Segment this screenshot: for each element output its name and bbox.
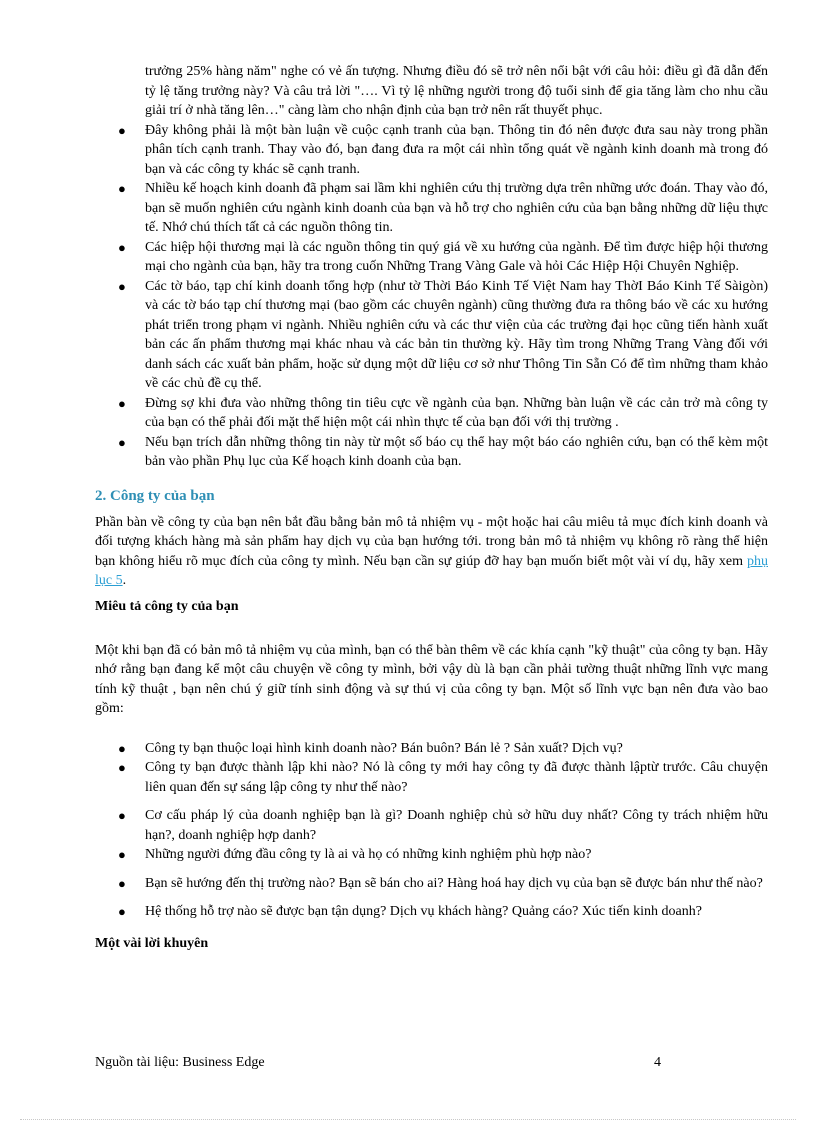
spacer (95, 719, 768, 739)
advice-heading: Một vài lời khuyên (95, 935, 209, 951)
bullet-icon: ● (118, 181, 126, 196)
list-item-text: Hệ thống hỗ trợ nào sẽ được bạn tận dụng? Dịch vụ khách hàng? Quảng cáo? Xúc tiến kinh doanh? (145, 904, 702, 919)
list-item (95, 758, 768, 797)
list-item (95, 845, 768, 865)
list-item-text: Đây không phải là một bàn luận về cuộc cạnh tranh của bạn. Thông tin đó nên được đưa sau này trong phần phân tích cạnh tranh. Thay vào đó, bạn đang đưa ra một cái nhìn tổng quát về ngành kinh doanh mà trong đó bạn và các công ty khác sẽ cạnh tranh. (145, 122, 768, 177)
list-item-text: Công ty bạn được thành lập khi nào? Nó là công ty mới hay công ty đã được thành lậptừ trước. Câu chuyện liên quan đến sự sáng lập công ty như thế nào? (145, 760, 768, 795)
bullet-icon: ● (118, 847, 126, 862)
list-item (95, 277, 768, 394)
industry-bullet-list (95, 121, 768, 472)
list-item (95, 121, 768, 180)
describe-paragraph: Một khi bạn đã có bản mô tả nhiệm vụ của mình, bạn có thể bàn thêm về các khía cạnh "kỹ thuật" của công ty bạn. Hãy nhớ rằng bạn đang kể một câu chuyện về công ty mình, bởi vậy dù là bạn cần phải tường thuật những lĩnh vực mang tính kỹ thuật , bạn nên chú ý giữ tính sinh động và sự thú vị của công ty bạn. Một số lĩnh vực bạn nên đưa vào bao gồm: (95, 642, 768, 716)
list-item (95, 433, 768, 472)
page-content (95, 62, 768, 952)
bullet-icon: ● (118, 239, 126, 255)
list-item-text: Đừng sợ khi đưa vào những thông tin tiêu cực về ngành của bạn. Những bàn luận về các cản trở mà công ty của bạn có thể phải đối mặt thể hiện một cái nhìn thực tế của bạn đối với thị trường . (145, 395, 768, 430)
section-heading-company: 2. Công ty của bạn (95, 487, 215, 504)
bullet-icon: ● (118, 740, 126, 756)
bullet-icon: ● (118, 904, 126, 919)
appendix-5-link[interactable]: phụ lục 5 (95, 553, 768, 588)
list-item (95, 394, 768, 433)
page-edge-divider (20, 1119, 796, 1120)
footer-source: Nguồn tài liệu: Business Edge (95, 1055, 265, 1070)
list-item-text: Bạn sẽ hướng đến thị trường nào? Bạn sẽ bán cho ai? Hàng hoá hay dịch vụ của bạn sẽ được bán như thế nào? (145, 875, 763, 891)
list-item (95, 179, 768, 238)
subsection-heading-describe: Miêu tả công ty của bạn (95, 598, 239, 614)
list-item (95, 902, 768, 922)
list-item (95, 739, 768, 759)
bullet-icon: ● (118, 875, 126, 891)
company-intro-text: Phần bàn về công ty của bạn nên bắt đầu bằng bản mô tả nhiệm vụ - một hoặc hai câu miêu tả mục đích kinh doanh và đối tượng khách hàng mà sản phẩm hay dịch vụ của bạn hướng tới. trong bản mô tả nhiệm vụ không rõ ràng thể hiện bạn không hiểu rõ mục đích của công ty mình. Nếu bạn cần sự giúp đỡ hay bạn muốn biết một vài ví dụ, hãy xem (95, 514, 768, 569)
list-item (95, 806, 768, 845)
list-item-text: Nếu bạn trích dẫn những thông tin này từ một số báo cụ thể hay một báo cáo nghiên cứu, bạn có thể kèm một bản vào phần Phụ lục của Kế hoạch kinh doanh của bạn. (145, 434, 768, 469)
bullet-icon: ● (118, 395, 126, 411)
bullet-icon: ● (118, 122, 126, 138)
list-item-text: Những người đứng đầu công ty là ai và họ có những kinh nghiệm phù hợp nào? (145, 847, 592, 862)
list-item-text: Các hiệp hội thương mại là các nguồn thông tin quý giá về xu hướng của ngành. Để tìm được hiệp hội thương mại cho ngành của bạn, hãy tra trong cuốn Những Trang Vàng Gale và hỏi Các Hiệp Hội Chuyên Nghiệp. (145, 239, 768, 274)
bullet-icon: ● (118, 760, 126, 775)
bullet-icon: ● (118, 808, 126, 823)
list-item (95, 238, 768, 277)
list-item (95, 874, 768, 894)
company-bullet-list (95, 739, 768, 922)
page-number: 4 (654, 1055, 661, 1070)
list-item-text: Công ty bạn thuộc loại hình kinh doanh nào? Bán buôn? Bán lẻ ? Sản xuất? Dịch vụ? (145, 740, 623, 756)
bullet-icon: ● (118, 278, 126, 294)
list-item-text: Các tờ báo, tạp chí kinh doanh tổng hợp (như tờ Thời Báo Kinh Tế Việt Nam hay ThờI Báo Kinh Tế Sàigòn) và các tờ báo tạp chí thương mại (bao gồm các chuyên ngành) cũng thường đưa ra thông báo về các xu hướng phát triển trong phạm vi ngành. Nhiều nghiên cứu và các thư viện của các trường đại học cũng tiến hành xuất bản các ấn phẩm thương mại khác nhau và các bản tin thường kỳ. Hãy tìm trong Những Trang Vàng đối với danh sách các xuất bản phẩm, hoặc sử dụng một dữ liệu cơ sở như Thông Tin Sẵn Có để tìm những tham khảo về các chủ đề cụ thể. (145, 278, 768, 391)
bullet-icon: ● (118, 434, 126, 450)
company-intro-paragraph (95, 513, 768, 591)
spacer (95, 615, 768, 641)
continuation-paragraph: trưởng 25% hàng năm" nghe có vẻ ấn tượng. Nhưng điều đó sẽ trở nên nổi bật với câu hỏi: điều gì đã dẫn đến tỷ lệ tăng trưởng này? Và câu trả lời "…. Vì tỷ lệ những người trong độ tuổi sinh để gia tăng làm cho nhu cầu giải trí ở nhà tăng lên…" càng làm cho nhận định của bạn trở nên rất thuyết phục. (145, 64, 768, 118)
page-footer (95, 1053, 675, 1072)
list-item-text: Cơ cấu pháp lý của doanh nghiệp bạn là gì? Doanh nghiệp chủ sở hữu duy nhất? Công ty trách nhiệm hữu hạn?, doanh nghiệp hợp danh? (145, 808, 768, 843)
company-intro-end: . (122, 573, 127, 588)
list-item-text: Nhiều kế hoạch kinh doanh đã phạm sai lầm khi nghiên cứu thị trường dựa trên những ước đoán. Thay vào đó, bạn sẽ muốn nghiên cứu ngành kinh doanh của bạn và hỗ trợ cho nghiên cứu của bạn bằng những dữ liệu thực tế. Nhớ chú thích tất cả các nguồn thông tin. (145, 181, 768, 235)
